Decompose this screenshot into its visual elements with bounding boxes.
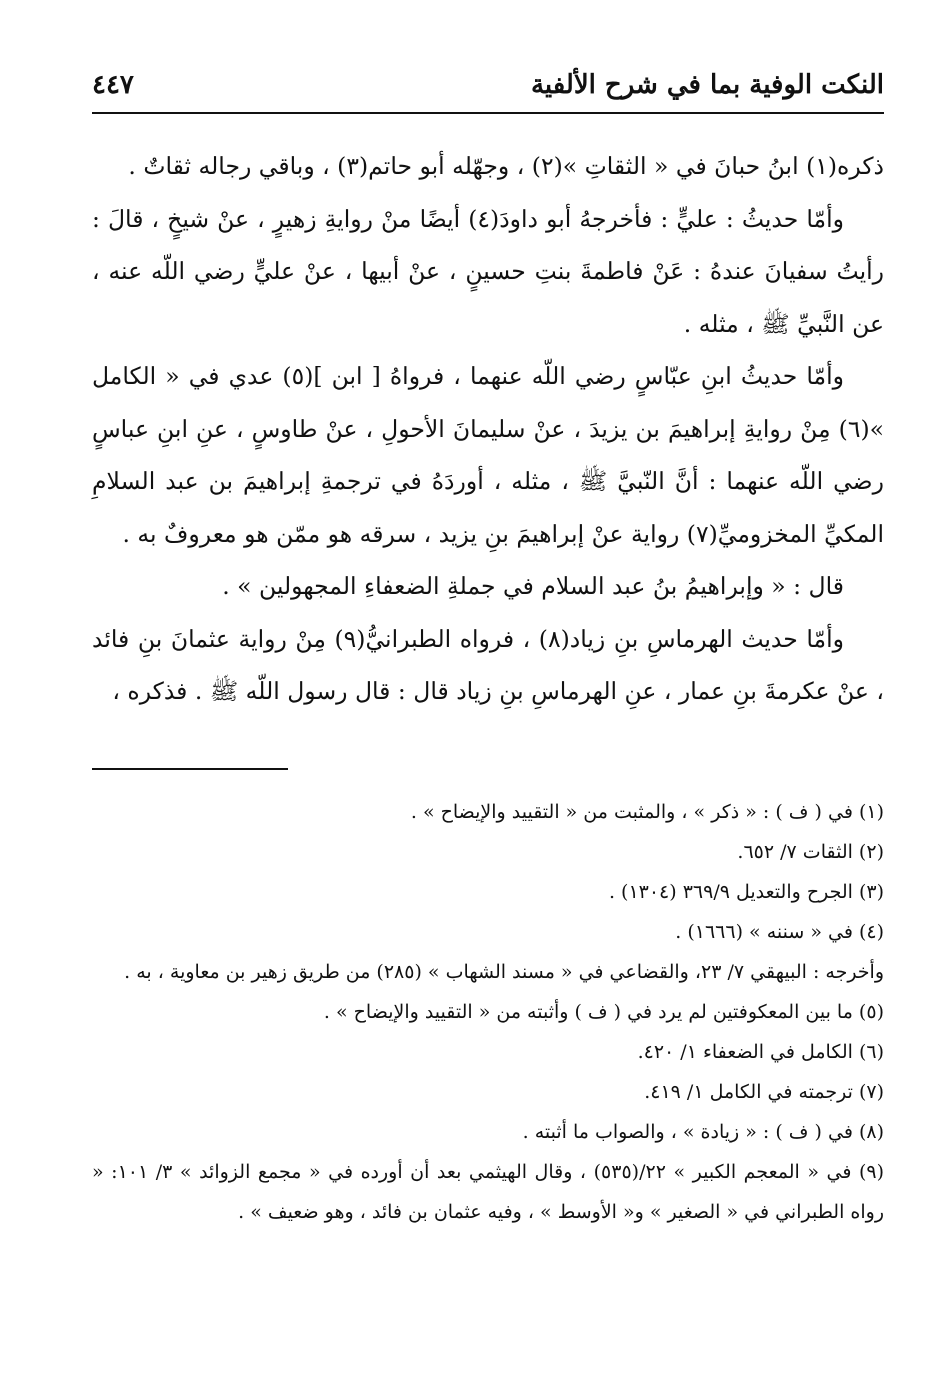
paragraph: وأمّا حديثُ : عليٍّ : فأخرجهُ أبو داودَ(٤) أيضًا منْ روايةِ زهيرٍ ، عنْ شيخٍ ، قالَ : رأيتُ سفيانَ عندهُ : عَنْ فاطمةَ بنتِ حسينٍ ، عنْ أبيها ، عنْ عليٍّ رضي اللّه عنه ، عن النَّبيِّ ﷺ ، مثله .: [92, 204, 884, 338]
footnotes: [92, 792, 884, 1232]
footnote: وأخرجه : البيهقي ٧/ ٢٣، والقضاعي في « مسند الشهاب » (٢٨٥) من طريق زهير بن معاوية ، به .: [124, 960, 884, 983]
footnote: (١) في ( ف ) : « ذكر » ، والمثبت من « التقييد والإيضاح » .: [410, 800, 884, 823]
footnote: (٧) ترجمته في الكامل ١/ ٤١٩.: [644, 1080, 884, 1103]
footnote: (٥) ما بين المعكوفتين لم يرد في ( ف ) وأثبته من « التقييد والإيضاح » .: [323, 1000, 884, 1023]
footnote: (٦) الكامل في الضعفاء ١/ ٤٢٠.: [637, 1040, 884, 1063]
footnote: (٤) في « سننه » (١٦٦٦) .: [675, 920, 884, 943]
paragraph: قال : « وإبراهيمُ بنُ عبد السلام في جملةِ الضعفاءِ المجهولين » .: [222, 572, 844, 600]
footnote: (٩) في « المعجم الكبير » ٢٢/(٥٣٥) ، وقال الهيثمي بعد أن أورده في « مجمع الزوائد » ٣/ ١٠١: « رواه الطبراني في « الصغير » و« الأوسط » ، وفيه عثمان بن فائد ، وهو ضعيف » .: [92, 1160, 884, 1223]
paragraph: وأمّا حديث الهرماسِ بنِ زياد(٨) ، فرواه الطبرانيُّ(٩) مِنْ رواية عثمانَ بنِ فائد ، عنْ عكرمةَ بنِ عمار ، عنِ الهرماسِ بنِ زياد قال : قال رسول اللّه ﷺ . فذكره ،: [92, 624, 884, 705]
paragraph: ذكره(١) ابنُ حبانَ في « الثقاتِ »(٢) ، وجهّله أبو حاتم(٣) ، وباقي رجاله ثقاتٌ .: [128, 152, 884, 180]
page-header: [92, 60, 884, 114]
running-title: النكت الوفية بما في شرح الألفية: [530, 70, 884, 100]
paragraph: وأمّا حديثُ ابنِ عبّاسٍ رضي اللّه عنهما ، فرواهُ [ ابن ](٥) عدي في « الكامل »(٦) مِنْ روايةِ إبراهيمَ بن يزيدَ ، عنْ سليمانَ الأحولِ ، عنْ طاوسٍ ، عنِ ابنِ عباسٍ رضي اللّه عنهما : أنَّ النّبيَّ ﷺ ، مثله ، أوردَهُ في ترجمةِ إبراهيمَ بن عبد السلامِ المكيِّ المخزوميِّ(٧) رواية عنْ إبراهيمَ بنِ يزيد ، سرقه هو ممّن هو معروفٌ به .: [92, 362, 884, 548]
main-text: [92, 140, 884, 718]
document-page: [92, 60, 884, 1350]
footnote-separator: [92, 768, 288, 770]
footnote: (٢) الثقات ٧/ ٦٥٢.: [737, 840, 884, 863]
page-number: ٤٤٧: [92, 70, 134, 100]
footnote: (٨) في ( ف ) : « زيادة » ، والصواب ما أثبته .: [522, 1120, 884, 1143]
footnote: (٣) الجرح والتعديل ٣٦٩/٩ (١٣٠٤) .: [608, 880, 884, 903]
